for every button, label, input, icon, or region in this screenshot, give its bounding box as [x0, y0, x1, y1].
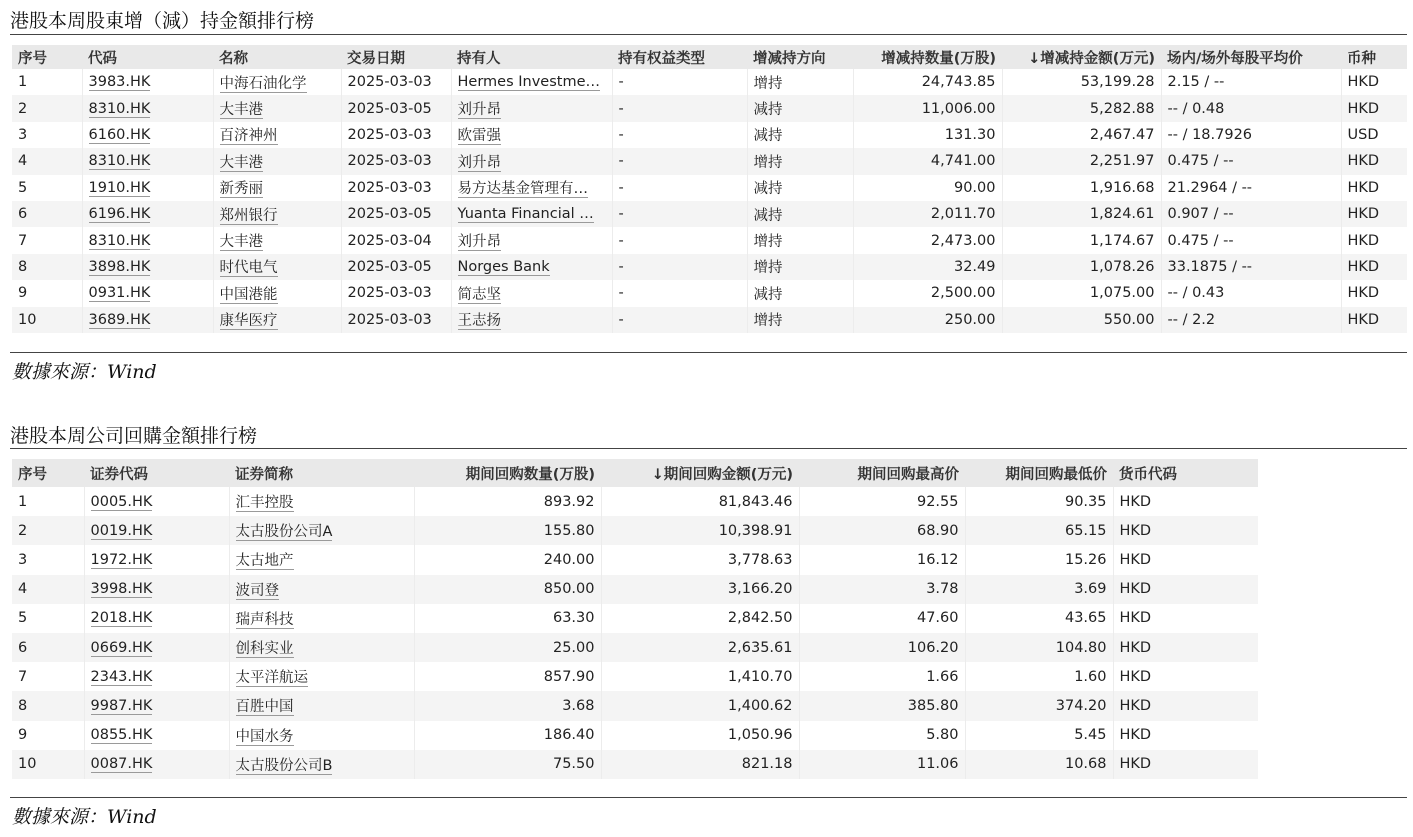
cell-name-link[interactable]: 康华医疗	[219, 313, 278, 330]
cell-index: 6	[12, 201, 82, 227]
cell-equity-type: -	[612, 280, 747, 306]
cell-security-name[interactable]	[229, 487, 414, 516]
cell-currency: USD	[1341, 122, 1407, 148]
cell-security-name[interactable]	[229, 750, 414, 779]
cell-direction: 增持	[747, 307, 853, 333]
buyback-table	[12, 459, 1258, 779]
cell-name[interactable]	[213, 122, 341, 148]
cell-buyback-amount: 1,410.70	[601, 662, 799, 691]
cell-trade-date: 2025-03-05	[341, 201, 451, 227]
cell-currency: HKD	[1341, 280, 1407, 306]
cell-buyback-amount: 2,635.61	[601, 633, 799, 662]
table-row	[12, 280, 1407, 306]
cell-code[interactable]	[82, 69, 213, 95]
cell-currency: HKD	[1341, 95, 1407, 121]
cell-buyback-quantity: 240.00	[414, 545, 601, 574]
cell-direction: 增持	[747, 254, 853, 280]
cell-index: 7	[18, 668, 28, 685]
cell-avg-price: -- / 0.43	[1161, 280, 1341, 306]
cell-currency-code: HKD	[1113, 516, 1258, 545]
cell-security-code[interactable]	[84, 604, 229, 633]
cell-index: 5	[18, 179, 28, 196]
cell-name[interactable]	[213, 148, 341, 174]
cell-security-code-link[interactable]: 0019.HK	[90, 522, 153, 539]
cell-direction: 减持	[747, 201, 853, 227]
cell-holder[interactable]	[451, 148, 612, 174]
cell-low-price: 3.69	[965, 575, 1113, 604]
cell-quantity: 32.49	[853, 254, 1002, 280]
cell-trade-date: 2025-03-03	[341, 307, 451, 333]
cell-low-price: 10.68	[965, 750, 1113, 779]
cell-security-name-link[interactable]: 太古股份公司A	[235, 524, 333, 541]
cell-buyback-amount: 81,843.46	[601, 487, 799, 516]
cell-trade-date: 2025-03-05	[341, 95, 451, 121]
cell-code-link[interactable]: 6160.HK	[88, 126, 151, 143]
cell-security-name-link[interactable]: 百胜中国	[235, 699, 294, 716]
cell-avg-price: 0.475 / --	[1161, 148, 1341, 174]
table-row	[12, 201, 1407, 227]
cell-holder-link[interactable]: 刘升昂	[457, 154, 501, 171]
table-row	[12, 95, 1407, 121]
table-row	[12, 604, 1258, 633]
cell-code[interactable]	[82, 280, 213, 306]
cell-holder-link[interactable]: 王志扬	[457, 313, 501, 330]
cell-buyback-amount: 1,050.96	[601, 721, 799, 750]
cell-holder[interactable]	[451, 201, 612, 227]
cell-code-link[interactable]: 8310.HK	[88, 153, 151, 170]
cell-holder-link[interactable]: 欧雷强	[457, 128, 501, 145]
cell-security-name-link[interactable]: 汇丰控股	[235, 495, 294, 512]
title-rule	[10, 34, 1407, 35]
cell-currency-code: HKD	[1113, 633, 1258, 662]
cell-buyback-amount: 10,398.91	[601, 516, 799, 545]
cell-security-code[interactable]	[84, 545, 229, 574]
cell-code[interactable]	[82, 254, 213, 280]
cell-high-price: 385.80	[799, 691, 965, 720]
cell-equity-type: -	[612, 122, 747, 148]
cell-currency: HKD	[1341, 175, 1407, 201]
cell-currency-code: HKD	[1113, 662, 1258, 691]
cell-security-code-link[interactable]: 2018.HK	[90, 610, 153, 627]
cell-amount: 1,075.00	[1002, 280, 1161, 306]
cell-amount: 1,174.67	[1002, 227, 1161, 253]
cell-quantity: 11,006.00	[853, 95, 1002, 121]
cell-name-link[interactable]: 百济神州	[219, 128, 278, 145]
cell-code[interactable]	[82, 175, 213, 201]
cell-direction: 增持	[747, 148, 853, 174]
cell-amount: 5,282.88	[1002, 95, 1161, 121]
cell-name[interactable]	[213, 69, 341, 95]
col-header-direction[interactable]: 增减持方向	[747, 45, 853, 69]
cell-security-name-link[interactable]: 中国水务	[235, 728, 294, 745]
col-header-code[interactable]: 代码	[82, 45, 213, 69]
table-row	[12, 227, 1407, 253]
cell-low-price: 1.60	[965, 662, 1113, 691]
cell-security-name[interactable]	[229, 516, 414, 545]
cell-equity-type: -	[612, 95, 747, 121]
cell-security-code[interactable]	[84, 516, 229, 545]
cell-index: 6	[12, 633, 84, 662]
table-row	[12, 122, 1407, 148]
col-header-equity-type[interactable]: 持有权益类型	[612, 45, 747, 69]
cell-equity-type: -	[612, 227, 747, 253]
table-row	[12, 545, 1258, 574]
cell-equity-type: -	[612, 175, 747, 201]
cell-quantity: 2,011.70	[853, 201, 1002, 227]
cell-holder-link[interactable]: 刘升昂	[457, 234, 501, 251]
cell-security-name-link[interactable]: 太平洋航运	[235, 670, 308, 687]
cell-quantity: 24,743.85	[853, 69, 1002, 95]
cell-index: 2	[12, 516, 84, 545]
cell-direction: 增持	[747, 69, 853, 95]
table-header-row	[12, 459, 1258, 487]
cell-name[interactable]	[213, 175, 341, 201]
cell-name[interactable]	[213, 227, 341, 253]
cell-currency: HKD	[1341, 148, 1407, 174]
cell-holder-link[interactable]: 简志坚	[457, 286, 501, 303]
cell-index: 9	[18, 727, 28, 744]
cell-name-link[interactable]: 大丰港	[219, 234, 263, 251]
cell-avg-price: -- / 0.48	[1161, 95, 1341, 121]
cell-name[interactable]	[213, 95, 341, 121]
cell-currency: HKD	[1341, 69, 1407, 95]
cell-name-link[interactable]: 时代电气	[219, 260, 278, 277]
cell-name[interactable]	[213, 307, 341, 333]
cell-direction: 增持	[747, 227, 853, 253]
cell-index: 3	[18, 551, 28, 568]
cell-name-link[interactable]: 郑州银行	[219, 207, 278, 224]
cell-currency: HKD	[1341, 227, 1407, 253]
col-header-high-price[interactable]: 期间回购最高价	[799, 459, 965, 487]
table-header-row	[12, 45, 1407, 69]
cell-quantity: 4,741.00	[853, 148, 1002, 174]
cell-trade-date: 2025-03-04	[341, 227, 451, 253]
col-header-index[interactable]: 序号	[12, 459, 84, 487]
table-row	[12, 69, 1407, 95]
cell-quantity: 131.30	[853, 122, 1002, 148]
cell-currency-code: HKD	[1113, 604, 1258, 633]
cell-low-price: 90.35	[965, 487, 1113, 516]
cell-name-link[interactable]: 中海石油化学	[219, 75, 307, 92]
cell-index: 9	[18, 285, 28, 302]
cell-direction: 减持	[747, 175, 853, 201]
cell-amount: 1,824.61	[1002, 201, 1161, 227]
cell-buyback-quantity: 893.92	[414, 487, 601, 516]
cell-holder-link[interactable]: Norges Bank	[457, 258, 550, 275]
cell-security-name[interactable]	[229, 662, 414, 691]
cell-name-link[interactable]: 大丰港	[219, 154, 263, 171]
cell-index: 10	[12, 750, 84, 779]
buyback-table-title: 港股本周公司回購金額排行榜	[10, 425, 258, 447]
cell-equity-type: -	[612, 307, 747, 333]
data-source-note: 數據來源：Wind	[12, 806, 157, 828]
cell-index: 4	[12, 575, 84, 604]
cell-high-price: 68.90	[799, 516, 965, 545]
cell-index: 1	[18, 493, 28, 510]
cell-low-price: 43.65	[965, 604, 1113, 633]
col-header-currency[interactable]: 币种	[1341, 45, 1407, 69]
cell-currency-code: HKD	[1113, 487, 1258, 516]
cell-security-name-link[interactable]: 波司登	[235, 582, 279, 599]
col-header-security-name[interactable]: 证券简称	[229, 459, 414, 487]
cell-equity-type: -	[612, 254, 747, 280]
table-row	[12, 575, 1258, 604]
cell-holder-link[interactable]: Hermes Investme…	[457, 74, 600, 91]
cell-code-link[interactable]: 8310.HK	[88, 100, 151, 117]
cell-low-price: 5.45	[965, 721, 1113, 750]
cell-index: 5	[18, 610, 28, 627]
cell-high-price: 92.55	[799, 487, 965, 516]
data-source-note: 數據來源：Wind	[12, 361, 157, 383]
cell-holder[interactable]	[451, 69, 612, 95]
col-header-name[interactable]: 名称	[213, 45, 341, 69]
cell-quantity: 2,473.00	[853, 227, 1002, 253]
table-row	[12, 175, 1407, 201]
cell-holder[interactable]	[451, 227, 612, 253]
cell-high-price: 47.60	[799, 604, 965, 633]
cell-index: 2	[12, 95, 82, 121]
cell-holder-link[interactable]: Yuanta Financial …	[457, 206, 594, 223]
cell-buyback-amount: 1,400.62	[601, 691, 799, 720]
cell-security-code-link[interactable]: 9987.HK	[90, 697, 153, 714]
table-row	[12, 487, 1258, 516]
cell-quantity: 2,500.00	[853, 280, 1002, 306]
cell-security-name[interactable]	[229, 545, 414, 574]
cell-high-price: 3.78	[799, 575, 965, 604]
cell-low-price: 15.26	[965, 545, 1113, 574]
cell-amount: 1,078.26	[1002, 254, 1161, 280]
cell-security-code[interactable]	[84, 575, 229, 604]
cell-currency: HKD	[1341, 307, 1407, 333]
cell-security-name[interactable]	[229, 721, 414, 750]
cell-currency-code: HKD	[1113, 545, 1258, 574]
cell-security-code[interactable]	[84, 487, 229, 516]
cell-avg-price: 33.1875 / --	[1161, 254, 1341, 280]
cell-low-price: 374.20	[965, 691, 1113, 720]
table-row	[12, 516, 1258, 545]
cell-holder[interactable]	[451, 175, 612, 201]
cell-currency: HKD	[1341, 201, 1407, 227]
cell-name-link[interactable]: 新秀丽	[219, 181, 263, 198]
cell-avg-price: 21.2964 / --	[1161, 175, 1341, 201]
cell-buyback-quantity: 850.00	[414, 575, 601, 604]
cell-holder[interactable]	[451, 307, 612, 333]
cell-index: 3	[18, 126, 28, 143]
col-header-amount-sorted[interactable]: ↓增减持金额(万元)	[1002, 45, 1161, 69]
cell-equity-type: -	[612, 69, 747, 95]
table-row	[12, 662, 1258, 691]
cell-trade-date: 2025-03-03	[341, 69, 451, 95]
cell-currency: HKD	[1341, 254, 1407, 280]
cell-buyback-quantity: 3.68	[414, 691, 601, 720]
cell-code-link[interactable]: 0931.HK	[88, 285, 151, 302]
cell-security-name-link[interactable]: 太古股份公司B	[235, 757, 333, 774]
cell-code-link[interactable]: 8310.HK	[88, 232, 151, 249]
cell-security-code-link[interactable]: 0005.HK	[90, 493, 153, 510]
cell-direction: 减持	[747, 95, 853, 121]
cell-security-code-link[interactable]: 1972.HK	[90, 551, 153, 568]
col-header-holder[interactable]: 持有人	[451, 45, 612, 69]
cell-buyback-quantity: 25.00	[414, 633, 601, 662]
cell-avg-price: 0.475 / --	[1161, 227, 1341, 253]
cell-buyback-quantity: 155.80	[414, 516, 601, 545]
cell-buyback-quantity: 186.40	[414, 721, 601, 750]
cell-avg-price: -- / 18.7926	[1161, 122, 1341, 148]
cell-security-name-link[interactable]: 创科实业	[235, 641, 294, 658]
cell-trade-date: 2025-03-03	[341, 280, 451, 306]
cell-code[interactable]	[82, 307, 213, 333]
col-header-trade-date[interactable]: 交易日期	[341, 45, 451, 69]
col-header-buyback-quantity[interactable]: 期间回购数量(万股)	[414, 459, 601, 487]
cell-index: 1	[18, 74, 28, 91]
cell-buyback-amount: 3,166.20	[601, 575, 799, 604]
cell-code[interactable]	[82, 122, 213, 148]
cell-quantity: 250.00	[853, 307, 1002, 333]
cell-trade-date: 2025-03-03	[341, 122, 451, 148]
cell-security-code-link[interactable]: 2343.HK	[90, 668, 153, 685]
cell-trade-date: 2025-03-05	[341, 254, 451, 280]
cell-currency-code: HKD	[1113, 575, 1258, 604]
cell-avg-price: 0.907 / --	[1161, 201, 1341, 227]
cell-low-price: 65.15	[965, 516, 1113, 545]
cell-buyback-amount: 3,778.63	[601, 545, 799, 574]
cell-equity-type: -	[612, 201, 747, 227]
cell-code[interactable]	[82, 148, 213, 174]
cell-index: 8	[12, 254, 82, 280]
col-header-quantity[interactable]: 增减持数量(万股)	[853, 45, 1002, 69]
table-row	[12, 307, 1407, 333]
cell-amount: 2,467.47	[1002, 122, 1161, 148]
table-bottom-rule	[10, 797, 1407, 798]
cell-security-code[interactable]	[84, 691, 229, 720]
cell-amount: 2,251.97	[1002, 148, 1161, 174]
cell-buyback-quantity: 75.50	[414, 750, 601, 779]
cell-holder[interactable]	[451, 280, 612, 306]
cell-code[interactable]	[82, 95, 213, 121]
cell-high-price: 1.66	[799, 662, 965, 691]
cell-security-code[interactable]	[84, 721, 229, 750]
insider-trade-table-title: 港股本周股東增（減）持金額排行榜	[10, 10, 315, 32]
cell-security-name[interactable]	[229, 604, 414, 633]
cell-holder[interactable]	[451, 122, 612, 148]
cell-code[interactable]	[82, 201, 213, 227]
cell-buyback-amount: 2,842.50	[601, 604, 799, 633]
cell-direction: 减持	[747, 280, 853, 306]
table-row	[12, 633, 1258, 662]
cell-high-price: 11.06	[799, 750, 965, 779]
cell-currency-code: HKD	[1113, 691, 1258, 720]
cell-equity-type: -	[612, 148, 747, 174]
cell-currency-code: HKD	[1113, 750, 1258, 779]
col-header-buyback-amount-sorted[interactable]: ↓期间回购金额(万元)	[601, 459, 799, 487]
cell-holder-link[interactable]: 刘升昂	[457, 102, 501, 119]
cell-amount: 550.00	[1002, 307, 1161, 333]
cell-code-link[interactable]: 3898.HK	[88, 258, 151, 275]
cell-index: 8	[12, 691, 84, 720]
col-header-security-code[interactable]: 证券代码	[84, 459, 229, 487]
cell-direction: 减持	[747, 122, 853, 148]
cell-code-link[interactable]: 1910.HK	[88, 179, 151, 196]
cell-trade-date: 2025-03-03	[341, 175, 451, 201]
col-header-index[interactable]: 序号	[12, 45, 82, 69]
cell-trade-date: 2025-03-03	[341, 148, 451, 174]
table-row	[12, 721, 1258, 750]
col-header-low-price[interactable]: 期间回购最低价	[965, 459, 1113, 487]
table-row	[12, 750, 1258, 779]
cell-holder[interactable]	[451, 95, 612, 121]
insider-trade-table	[12, 45, 1407, 333]
cell-buyback-amount: 821.18	[601, 750, 799, 779]
cell-low-price: 104.80	[965, 633, 1113, 662]
cell-code-link[interactable]: 3689.HK	[88, 311, 151, 328]
cell-security-code-link[interactable]: 0087.HK	[90, 756, 153, 773]
cell-security-name[interactable]	[229, 575, 414, 604]
cell-high-price: 16.12	[799, 545, 965, 574]
cell-security-code[interactable]	[84, 662, 229, 691]
cell-index: 7	[18, 232, 28, 249]
cell-name-link[interactable]: 中国港能	[219, 286, 278, 303]
cell-index: 10	[12, 307, 82, 333]
cell-quantity: 90.00	[853, 175, 1002, 201]
cell-buyback-quantity: 63.30	[414, 604, 601, 633]
cell-name[interactable]	[213, 254, 341, 280]
cell-security-code-link[interactable]: 0855.HK	[90, 727, 153, 744]
cell-security-code[interactable]	[84, 750, 229, 779]
cell-avg-price: -- / 2.2	[1161, 307, 1341, 333]
cell-security-name-link[interactable]: 太古地产	[235, 553, 294, 570]
cell-security-name-link[interactable]: 瑞声科技	[235, 611, 294, 628]
title-rule	[10, 448, 1407, 449]
cell-holder[interactable]	[451, 254, 612, 280]
cell-name-link[interactable]: 大丰港	[219, 102, 263, 119]
cell-amount: 1,916.68	[1002, 175, 1161, 201]
cell-code[interactable]	[82, 227, 213, 253]
col-header-avg-price[interactable]: 场内/场外每股平均价	[1161, 45, 1341, 69]
cell-name[interactable]	[213, 280, 341, 306]
cell-high-price: 5.80	[799, 721, 965, 750]
table-bottom-rule	[10, 352, 1407, 353]
cell-security-name[interactable]	[229, 691, 414, 720]
col-header-currency-code[interactable]: 货币代码	[1113, 459, 1258, 487]
cell-holder-link[interactable]: 易方达基金管理有…	[457, 181, 588, 198]
cell-security-code-link[interactable]: 0669.HK	[90, 639, 153, 656]
cell-name[interactable]	[213, 201, 341, 227]
cell-security-code-link[interactable]: 3998.HK	[90, 581, 153, 598]
cell-amount: 53,199.28	[1002, 69, 1161, 95]
cell-index: 4	[12, 148, 82, 174]
cell-security-name[interactable]	[229, 633, 414, 662]
cell-code-link[interactable]: 6196.HK	[88, 206, 151, 223]
table-row	[12, 148, 1407, 174]
table-row	[12, 254, 1407, 280]
cell-security-code[interactable]	[84, 633, 229, 662]
cell-high-price: 106.20	[799, 633, 965, 662]
cell-avg-price: 2.15 / --	[1161, 69, 1341, 95]
cell-code-link[interactable]: 3983.HK	[88, 74, 151, 91]
table-row	[12, 691, 1258, 720]
cell-buyback-quantity: 857.90	[414, 662, 601, 691]
cell-currency-code: HKD	[1113, 721, 1258, 750]
